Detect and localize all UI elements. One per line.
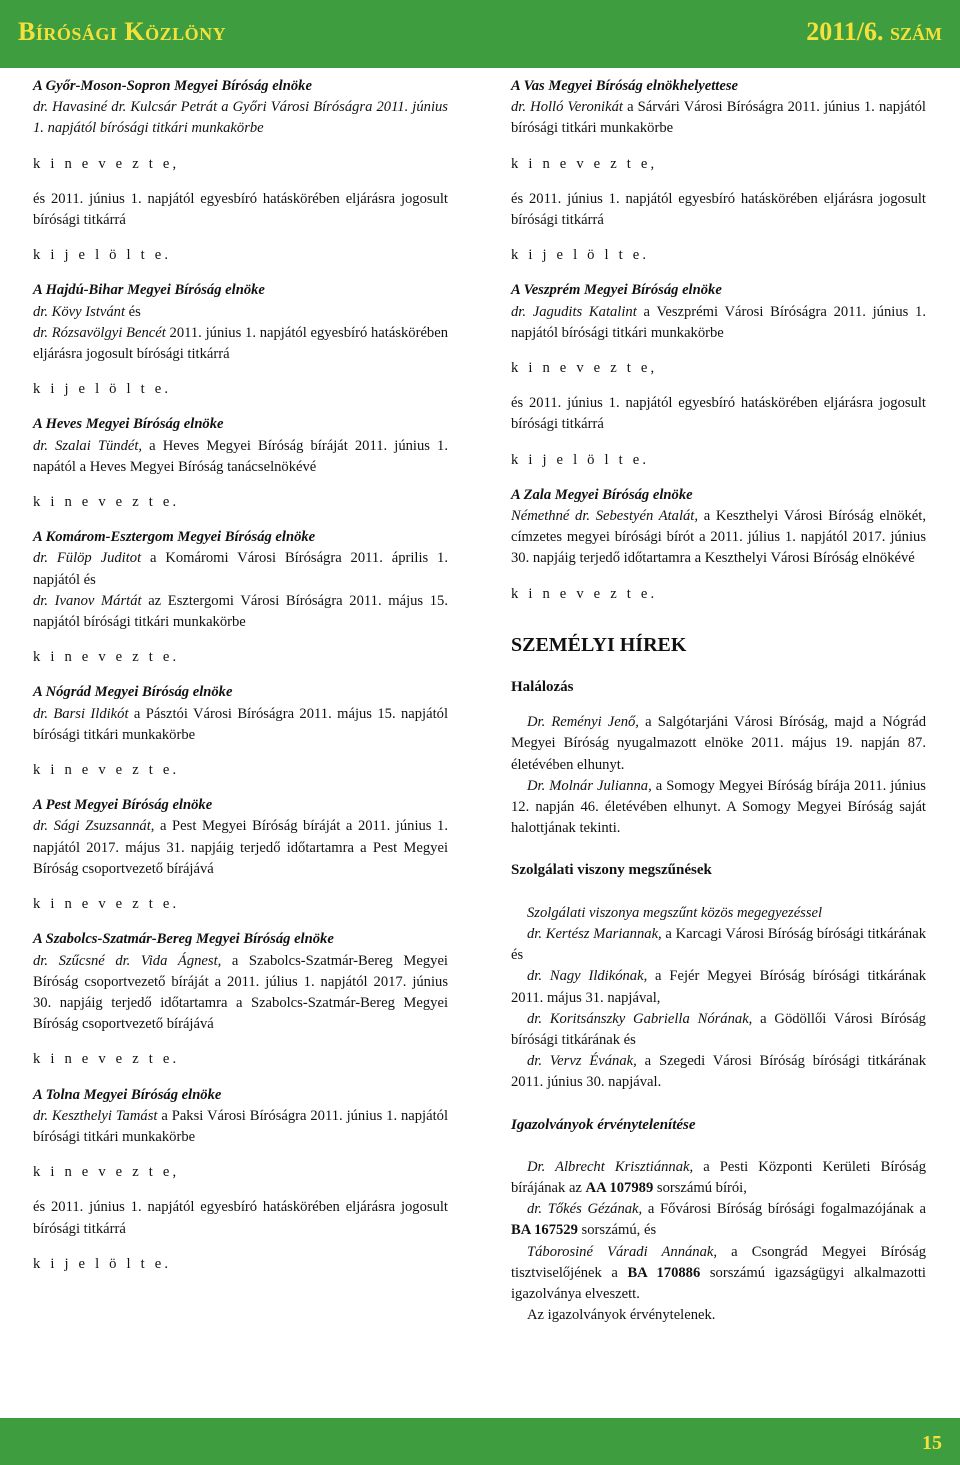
appointment-verb: k i n e v e z t e. bbox=[511, 585, 658, 602]
id-entry: Dr. Albrecht Krisztiánnak, a Pesti Központi Kerületi Bíróság bírájának az AA 107989 sorszámú bírói, bbox=[511, 1158, 926, 1196]
paragraph: és 2011. június 1. napjától egyesbíró hatáskörében eljárásra jogosult bírósági titkárrá bbox=[511, 395, 926, 433]
appointment-verb: k i n e v e z t e. bbox=[33, 896, 180, 913]
id-entry: Táborosiné Váradi Annának, a Csongrád Megyei Bíróság tisztviselőjének a BA 170886 sorszámú igazságügyi alkalmazotti igazolványa elveszett. bbox=[511, 1243, 926, 1302]
section-heading: A Veszprém Megyei Bíróság elnöke bbox=[511, 282, 722, 299]
appointment-verb: k i n e v e z t e. bbox=[33, 494, 180, 511]
termination-entry: dr. Vervz Évának, a Szegedi Városi Bíróság bírósági titkárának 2011. június 30. napjával. bbox=[511, 1053, 926, 1091]
journal-title: Bírósági Közlöny bbox=[18, 17, 227, 46]
section-heading: A Pest Megyei Bíróság elnöke bbox=[33, 797, 213, 814]
paragraph: dr. Keszthelyi Tamást a Paksi Városi Bíróságra 2011. június 1. napjától bírósági titkári munkakörbe bbox=[33, 1107, 448, 1145]
paragraph: dr. Ivanov Mártát az Esztergomi Városi Bíróságra 2011. május 15. napjától bírósági titkári munkakörbe bbox=[33, 592, 448, 631]
section-heading: A Komárom-Esztergom Megyei Bíróság elnöke bbox=[33, 529, 316, 546]
paragraph: dr. Barsi Ildikót a Pásztói Városi Bíróságra 2011. május 15. napjától bírósági titkári munkakörbe bbox=[33, 705, 448, 743]
appointment-verb: k i n e v e z t e, bbox=[33, 1164, 180, 1181]
page-footer bbox=[0, 1418, 960, 1465]
designation-verb: k i j e l ö l t e. bbox=[33, 247, 172, 264]
personal-news-title: SZEMÉLYI HÍREK bbox=[511, 633, 687, 656]
paragraph: dr. Fülöp Juditot a Komáromi Városi Bíróságra 2011. április 1. napjától és bbox=[33, 550, 449, 588]
section-heading: A Vas Megyei Bíróság elnökhelyettese bbox=[511, 78, 739, 94]
designation-verb: k i j e l ö l t e. bbox=[33, 1255, 172, 1272]
paragraph: és 2011. június 1. napjától egyesbíró hatáskörében eljárásra jogosult bírósági titkárrá bbox=[33, 1199, 448, 1237]
paragraph: dr. Szűcsné dr. Vida Ágnest, a Szabolcs-Szatmár-Bereg Megyei Bíróság csoportvezető bíráját a 2011. július 1. napjától 2017. június 30. napjáig terjedő időtartamra a Szabolcs-Szatmár-Bereg Megyei Bíróság csoportvezető bírájává bbox=[33, 952, 448, 1033]
appointment-verb: k i n e v e z t e. bbox=[33, 1051, 180, 1068]
designation-verb: k i j e l ö l t e. bbox=[511, 247, 650, 264]
section-heading: A Szabolcs-Szatmár-Bereg Megyei Bíróság elnöke bbox=[33, 931, 334, 948]
right-column bbox=[511, 76, 926, 1326]
appointment-verb: k i n e v e z t e, bbox=[511, 360, 658, 377]
appointment-verb: k i n e v e z t e. bbox=[33, 762, 180, 779]
section-heading: A Nógrád Megyei Bíróság elnöke bbox=[33, 684, 233, 701]
paragraph: Némethné dr. Sebestyén Atalát, a Keszthelyi Városi Bíróság elnökét, címzetes megyei bírósági bírót a 2011. július 1. napjától 2017. június 30. napjáig terjedő időtartamra a Keszthelyi Városi Bíróság elnökévé bbox=[511, 508, 926, 567]
obituary-entry: Dr. Reményi Jenő, a Salgótarjáni Városi Bíróság, majd a Nógrád Megyei Bíróság nyugalmazott elnöke 2011. május 19. napján 87. életévében elhunyt. bbox=[511, 714, 926, 773]
appointment-verb: k i n e v e z t e, bbox=[33, 155, 180, 172]
obituary-entry: Dr. Molnár Julianna, a Somogy Megyei Bíróság bírája 2011. június 12. napján 46. életévében elhunyt. A Somogy Megyei Bíróság saját halottjának tekinti. bbox=[511, 777, 926, 837]
page-number: 15 bbox=[922, 1432, 942, 1454]
paragraph: és 2011. június 1. napjától egyesbíró hatáskörében eljárásra jogosult bírósági titkárrá bbox=[511, 190, 926, 229]
termination-heading: Szolgálati viszony megszűnések bbox=[511, 862, 712, 879]
paragraph: dr. Sági Zsuzsannát, a Pest Megyei Bíróság bíráját a 2011. június 1. napjától 2017. május 31. napjáig terjedő időtartamra a Pest Megyei Bíróság csoportvezető bírájává bbox=[33, 818, 448, 877]
appointment-verb: k i n e v e z t e. bbox=[33, 649, 180, 666]
page-header bbox=[0, 0, 960, 68]
section-heading: A Zala Megyei Bíróság elnöke bbox=[511, 486, 693, 503]
termination-entry: dr. Koritsánszky Gabriella Nórának, a Gödöllői Városi Bíróság bírósági titkárának és bbox=[511, 1010, 926, 1048]
designation-verb: k i j e l ö l t e. bbox=[511, 451, 650, 468]
issue-number: 2011/6. szám bbox=[806, 17, 942, 46]
obituary-heading: Halálozás bbox=[511, 679, 574, 696]
section-heading: A Tolna Megyei Bíróság elnöke bbox=[33, 1086, 222, 1103]
paragraph: dr. Kövy Istvánt és bbox=[33, 303, 141, 320]
paragraph: dr. Holló Veronikát a Sárvári Városi Bíróságra 2011. június 1. napjától bírósági titkári munkakörbe bbox=[511, 99, 926, 137]
paragraph: dr. Szalai Tündét, a Heves Megyei Bíróság bíráját 2011. június 1. napától a Heves Megyei Bíróság tanácselnökévé bbox=[33, 437, 448, 475]
paragraph: és 2011. június 1. napjától egyesbíró hatáskörében eljárásra jogosult bírósági titkárrá bbox=[33, 190, 448, 229]
appointment-verb: k i n e v e z t e, bbox=[511, 155, 658, 172]
id-invalidation-heading: Igazolványok érvénytelenítése bbox=[511, 1116, 696, 1133]
section-heading: A Heves Megyei Bíróság elnöke bbox=[33, 416, 224, 433]
termination-entry: dr. Nagy Ildikónak, a Fejér Megyei Bíróság bírósági titkárának 2011. május 31. napjával, bbox=[511, 968, 926, 1006]
section-heading: A Győr-Moson-Sopron Megyei Bíróság elnöke bbox=[33, 78, 312, 94]
id-entry: Az igazolványok érvénytelenek. bbox=[527, 1307, 716, 1324]
paragraph: dr. Jagudits Katalint a Veszprémi Városi Bíróságra 2011. június 1. napjától bírósági titkári munkakörbe bbox=[511, 303, 926, 341]
paragraph: dr. Rózsavölgyi Bencét 2011. június 1. napjától egyesbíró hatáskörében eljárásra jogosult bírósági titkárrá bbox=[33, 324, 448, 363]
designation-verb: k i j e l ö l t e. bbox=[33, 381, 172, 398]
left-column bbox=[33, 76, 448, 1275]
termination-subheading: Szolgálati viszonya megszűnt közös megegyezéssel bbox=[527, 904, 823, 921]
section-heading: A Hajdú-Bihar Megyei Bíróság elnöke bbox=[33, 282, 265, 299]
id-entry: dr. Tőkés Gézának, a Fővárosi Bíróság bírósági fogalmazójának a BA 167529 sorszámú, és bbox=[511, 1201, 926, 1239]
termination-entry: dr. Kertész Mariannak, a Karcagi Városi Bíróság bírósági titkárának és bbox=[511, 925, 926, 964]
paragraph: dr. Havasiné dr. Kulcsár Petrát a Győri Városi Bíróságra 2011. június 1. napjától bírósági titkári munkakörbe bbox=[33, 99, 448, 137]
